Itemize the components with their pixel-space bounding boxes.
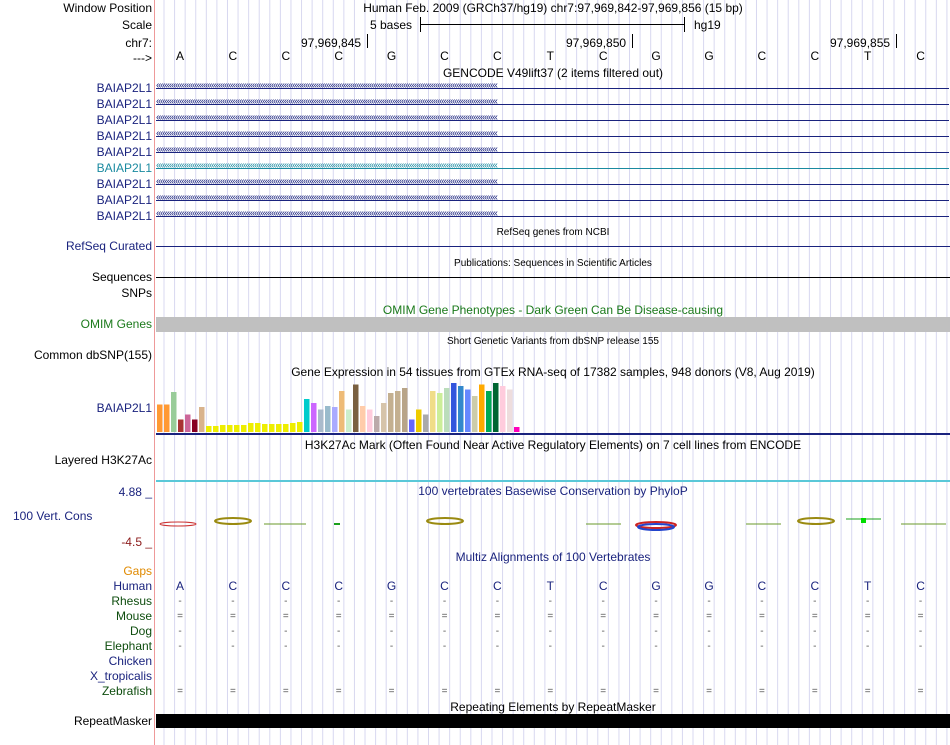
multiz-alignment-cell: - xyxy=(707,596,711,607)
gtex-tissue-bar[interactable] xyxy=(171,392,177,432)
base-letter: G xyxy=(386,49,397,63)
gencode-gene-label[interactable]: BAIAP2L1 xyxy=(96,193,152,207)
phylop-label[interactable]: 100 Vert. Cons xyxy=(13,509,93,523)
gtex-tissue-bar[interactable] xyxy=(248,423,254,432)
strand-arrow-icon: ‹‹‹‹‹‹‹‹‹‹‹‹‹‹‹‹‹‹‹‹‹‹‹‹‹‹‹‹‹‹‹‹‹‹‹‹‹‹‹‹‹‹‹‹‹‹‹‹‹‹‹‹‹‹‹‹‹‹‹‹‹‹‹‹‹‹‹‹‹‹‹‹‹‹‹‹‹‹‹‹‹‹‹‹‹‹‹‹‹‹‹‹‹‹‹‹‹‹‹‹‹‹‹‹‹‹‹‹‹‹‹‹‹‹‹‹‹‹‹‹‹‹‹‹‹‹‹‹‹‹‹‹‹‹‹‹‹‹‹‹‹‹‹‹‹‹‹‹‹‹‹‹‹‹‹‹‹‹‹‹ xyxy=(156,96,497,107)
scale-bar-left-tick xyxy=(420,17,421,32)
gencode-gene-track[interactable] xyxy=(156,128,949,139)
window-position-label: Window Position xyxy=(63,1,152,15)
multiz-alignment-cell: C xyxy=(334,579,344,593)
base-letter: G xyxy=(651,49,661,63)
publications-title: Publications: Sequences in Scientific Articles xyxy=(454,258,652,269)
publications-line xyxy=(156,277,950,278)
position-tick-mark-2 xyxy=(632,34,633,48)
gencode-gene-label[interactable]: BAIAP2L1 xyxy=(96,177,152,191)
base-letter: C xyxy=(493,49,502,63)
strand-arrow-icon: ‹‹‹‹‹‹‹‹‹‹‹‹‹‹‹‹‹‹‹‹‹‹‹‹‹‹‹‹‹‹‹‹‹‹‹‹‹‹‹‹‹‹‹‹‹‹‹‹‹‹‹‹‹‹‹‹‹‹‹‹‹‹‹‹‹‹‹‹‹‹‹‹‹‹‹‹‹‹‹‹‹‹‹‹‹‹‹‹‹‹‹‹‹‹‹‹‹‹‹‹‹‹‹‹‹‹‹‹‹‹‹‹‹‹‹‹‹‹‹‹‹‹‹‹‹‹‹‹‹‹‹‹‹‹‹‹‹‹‹‹‹‹‹‹‹‹‹‹‹‹‹‹‹‹‹‹‹‹‹‹ xyxy=(156,192,497,203)
gtex-tissue-bar[interactable] xyxy=(164,405,170,433)
strand-arrow-icon: ‹‹‹‹‹‹‹‹‹‹‹‹‹‹‹‹‹‹‹‹‹‹‹‹‹‹‹‹‹‹‹‹‹‹‹‹‹‹‹‹‹‹‹‹‹‹‹‹‹‹‹‹‹‹‹‹‹‹‹‹‹‹‹‹‹‹‹‹‹‹‹‹‹‹‹‹‹‹‹‹‹‹‹‹‹‹‹‹‹‹‹‹‹‹‹‹‹‹‹‹‹‹‹‹‹‹‹‹‹‹‹‹‹‹‹‹‹‹‹‹‹‹‹‹‹‹‹‹‹‹‹‹‹‹‹‹‹‹‹‹‹‹‹‹‹‹‹‹‹‹‹‹‹‹‹‹‹‹‹‹ xyxy=(156,80,497,91)
multiz-alignment-cell: - xyxy=(654,641,658,652)
snps-label[interactable]: SNPs xyxy=(121,286,152,300)
base-letter: C xyxy=(440,49,449,63)
gtex-tissue-bar[interactable] xyxy=(500,386,506,432)
gtex-tissue-bar[interactable] xyxy=(255,423,261,432)
multiz-alignment-cell: - xyxy=(231,641,235,652)
publications-label[interactable]: Sequences xyxy=(91,270,152,284)
multiz-alignment-cell: = xyxy=(758,611,765,622)
gtex-tissue-bar[interactable] xyxy=(283,424,289,432)
multiz-alignment-cell: - xyxy=(495,626,500,637)
gencode-gene-label[interactable]: BAIAP2L1 xyxy=(96,161,152,175)
multiz-alignment-cell: G xyxy=(651,579,661,593)
multiz-alignment-cell: - xyxy=(337,596,341,607)
gtex-tissue-bar[interactable] xyxy=(220,425,226,432)
multiz-species-label[interactable]: X_tropicalis xyxy=(89,669,152,683)
multiz-alignment-cell: - xyxy=(760,596,764,607)
multiz-alignment-cell: = xyxy=(177,611,183,622)
repeatmasker-label[interactable]: RepeatMasker xyxy=(73,714,152,728)
multiz-alignment-cell: - xyxy=(548,641,552,652)
multiz-alignment-cell: - xyxy=(442,596,447,607)
strand-arrow-icon: ‹‹‹‹‹‹‹‹‹‹‹‹‹‹‹‹‹‹‹‹‹‹‹‹‹‹‹‹‹‹‹‹‹‹‹‹‹‹‹‹‹‹‹‹‹‹‹‹‹‹‹‹‹‹‹‹‹‹‹‹‹‹‹‹‹‹‹‹‹‹‹‹‹‹‹‹‹‹‹‹‹‹‹‹‹‹‹‹‹‹‹‹‹‹‹‹‹‹‹‹‹‹‹‹‹‹‹‹‹‹‹‹‹‹‹‹‹‹‹‹‹‹‹‹‹‹‹‹‹‹‹‹‹‹‹‹‹‹‹‹‹‹‹‹‹‹‹‹‹‹‹‹‹‹‹‹‹‹‹‹ xyxy=(156,176,497,187)
strand-arrow-icon: ‹‹‹‹‹‹‹‹‹‹‹‹‹‹‹‹‹‹‹‹‹‹‹‹‹‹‹‹‹‹‹‹‹‹‹‹‹‹‹‹‹‹‹‹‹‹‹‹‹‹‹‹‹‹‹‹‹‹‹‹‹‹‹‹‹‹‹‹‹‹‹‹‹‹‹‹‹‹‹‹‹‹‹‹‹‹‹‹‹‹‹‹‹‹‹‹‹‹‹‹‹‹‹‹‹‹‹‹‹‹‹‹‹‹‹‹‹‹‹‹‹‹‹‹‹‹‹‹‹‹‹‹‹‹‹‹‹‹‹‹‹‹‹‹‹‹‹‹‹‹‹‹‹‹‹‹‹‹‹‹ xyxy=(156,160,497,171)
gencode-gene-track[interactable] xyxy=(156,192,949,203)
multiz-alignment-cell: - xyxy=(178,641,182,652)
gtex-tissue-bar[interactable] xyxy=(346,410,352,433)
multiz-alignment-cell: - xyxy=(918,641,923,652)
multiz-alignment-cell: G xyxy=(386,579,397,593)
base-letter: C xyxy=(281,49,291,63)
gtex-tissue-bar[interactable] xyxy=(185,415,191,433)
multiz-alignment-cell: = xyxy=(335,686,342,697)
h3k27ac-title: H3K27Ac Mark (Often Found Near Active Regulatory Elements) on 7 cell lines from ENCODE xyxy=(304,438,802,452)
multiz-alignment-cell: - xyxy=(813,626,817,637)
multiz-title: Multiz Alignments of 100 Vertebrates xyxy=(455,550,651,564)
multiz-alignment-cell: = xyxy=(229,611,236,622)
phylop-min: -4.5 _ xyxy=(121,535,152,549)
gtex-tissue-bar[interactable] xyxy=(325,406,331,432)
multiz-alignment-cell: = xyxy=(388,611,395,622)
multiz-alignment-cell: - xyxy=(442,641,447,652)
multiz-species-label[interactable]: Zebrafish xyxy=(101,684,152,698)
multiz-alignment-cell: - xyxy=(178,596,182,607)
gtex-tissue-bar[interactable] xyxy=(367,410,373,433)
gencode-gene-label[interactable]: BAIAP2L1 xyxy=(96,97,152,111)
multiz-alignment-cell: T xyxy=(546,579,554,593)
multiz-alignment-cell: C xyxy=(228,579,238,593)
multiz-alignment-cell: = xyxy=(811,611,818,622)
gtex-tissue-bar[interactable] xyxy=(458,386,464,432)
gtex-tissue-bar[interactable] xyxy=(479,385,485,433)
multiz-species-label[interactable]: Elephant xyxy=(104,639,152,653)
gtex-label[interactable]: BAIAP2L1 xyxy=(96,401,152,415)
gtex-tissue-bar[interactable] xyxy=(374,416,380,432)
gencode-gene-track[interactable] xyxy=(156,208,949,219)
omim-bar[interactable] xyxy=(156,317,950,332)
refseq-label[interactable]: RefSeq Curated xyxy=(65,239,152,253)
label-separator xyxy=(154,0,155,745)
multiz-alignment-cell: - xyxy=(918,596,923,607)
multiz-alignment-cell: - xyxy=(866,641,870,652)
multiz-alignment-cell: = xyxy=(917,611,924,622)
multiz-alignment-cell: = xyxy=(653,686,660,697)
position-tick-2: 97,969,850 xyxy=(566,36,627,50)
multiz-alignment-cell: - xyxy=(866,626,870,637)
multiz-alignment-cell: = xyxy=(494,686,501,697)
gtex-tissue-bar[interactable] xyxy=(318,410,324,433)
multiz-alignment-cell: T xyxy=(864,579,872,593)
base-letter: T xyxy=(864,49,872,63)
base-letter: C xyxy=(228,49,238,63)
gtex-title: Gene Expression in 54 tissues from GTEx RNA-seq of 17382 samples, 948 donors (V8, Aug 2019) xyxy=(291,365,815,379)
multiz-alignment-cell: - xyxy=(601,641,605,652)
base-letter: A xyxy=(175,49,184,63)
multiz-alignment-cell: - xyxy=(284,626,288,637)
multiz-alignment-cell: C xyxy=(810,579,820,593)
gencode-gene-track[interactable] xyxy=(156,176,949,187)
multiz-alignment-cell: - xyxy=(760,641,764,652)
gtex-tissue-bar[interactable] xyxy=(276,424,282,432)
chrom-label: chr7: xyxy=(125,36,152,50)
gtex-tissue-bar[interactable] xyxy=(395,391,401,432)
omim-title: OMIM Gene Phenotypes - Dark Green Can Be Disease-causing xyxy=(382,303,724,317)
base-letter: C xyxy=(598,49,608,63)
multiz-alignment-cell: - xyxy=(654,596,658,607)
scale-label: Scale xyxy=(121,18,152,32)
multiz-alignment-cell: C xyxy=(440,579,449,593)
multiz-species-label[interactable]: Dog xyxy=(129,624,152,638)
multiz-species-label[interactable]: Rhesus xyxy=(111,594,152,608)
gtex-tissue-bar[interactable] xyxy=(213,426,219,432)
base-letter: C xyxy=(334,49,344,63)
strand-arrow-icon: ‹‹‹‹‹‹‹‹‹‹‹‹‹‹‹‹‹‹‹‹‹‹‹‹‹‹‹‹‹‹‹‹‹‹‹‹‹‹‹‹‹‹‹‹‹‹‹‹‹‹‹‹‹‹‹‹‹‹‹‹‹‹‹‹‹‹‹‹‹‹‹‹‹‹‹‹‹‹‹‹‹‹‹‹‹‹‹‹‹‹‹‹‹‹‹‹‹‹‹‹‹‹‹‹‹‹‹‹‹‹‹‹‹‹‹‹‹‹‹‹‹‹‹‹‹‹‹‹‹‹‹‹‹‹‹‹‹‹‹‹‹‹‹‹‹‹‹‹‹‹‹‹‹‹‹‹‹‹‹‹ xyxy=(156,112,497,123)
multiz-alignment-cell: C xyxy=(916,579,925,593)
multiz-alignment-cell: - xyxy=(178,626,182,637)
repeatmasker-bar[interactable] xyxy=(156,714,950,728)
multiz-alignment-cell: - xyxy=(284,641,288,652)
position-tick-3: 97,969,855 xyxy=(830,36,891,50)
multiz-alignment-cell: - xyxy=(389,626,394,637)
multiz-alignment-cell: - xyxy=(548,596,552,607)
multiz-alignment-cell: - xyxy=(707,641,711,652)
gtex-tissue-bar[interactable] xyxy=(297,422,303,432)
gencode-gene-label[interactable]: BAIAP2L1 xyxy=(96,113,152,127)
gtex-tissue-bar[interactable] xyxy=(199,407,205,432)
multiz-alignment-cell: = xyxy=(758,686,765,697)
gtex-tissue-bar[interactable] xyxy=(290,423,296,432)
gtex-tissue-bar[interactable] xyxy=(269,424,275,432)
gtex-tissue-bar[interactable] xyxy=(416,410,422,433)
gtex-tissue-bar[interactable] xyxy=(332,407,338,432)
gtex-tissue-bar[interactable] xyxy=(451,383,457,432)
base-letter: T xyxy=(546,49,554,63)
multiz-alignment-cell: = xyxy=(282,611,289,622)
multiz-alignment-cell: = xyxy=(600,611,607,622)
multiz-alignment-cell: C xyxy=(493,579,502,593)
multiz-alignment-cell: A xyxy=(175,579,184,593)
multiz-alignment-cell: = xyxy=(282,686,289,697)
multiz-alignment-cell: - xyxy=(495,641,500,652)
multiz-alignment-cell: - xyxy=(654,626,658,637)
refseq-title: RefSeq genes from NCBI xyxy=(496,227,610,238)
gtex-tissue-bar[interactable] xyxy=(339,391,345,432)
multiz-alignment-cell: = xyxy=(917,686,924,697)
gtex-tissue-bar[interactable] xyxy=(311,403,317,432)
base-letter: G xyxy=(704,49,714,63)
gtex-tissue-bar[interactable] xyxy=(402,388,408,432)
multiz-alignment-cell: = xyxy=(494,611,501,622)
multiz-alignment-cell: - xyxy=(389,641,394,652)
strand-arrow-icon: ‹‹‹‹‹‹‹‹‹‹‹‹‹‹‹‹‹‹‹‹‹‹‹‹‹‹‹‹‹‹‹‹‹‹‹‹‹‹‹‹‹‹‹‹‹‹‹‹‹‹‹‹‹‹‹‹‹‹‹‹‹‹‹‹‹‹‹‹‹‹‹‹‹‹‹‹‹‹‹‹‹‹‹‹‹‹‹‹‹‹‹‹‹‹‹‹‹‹‹‹‹‹‹‹‹‹‹‹‹‹‹‹‹‹‹‹‹‹‹‹‹‹‹‹‹‹‹‹‹‹‹‹‹‹‹‹‹‹‹‹‹‹‹‹‹‹‹‹‹‹‹‹‹‹‹‹‹‹‹‹ xyxy=(156,144,497,155)
gtex-bar-chart[interactable] xyxy=(156,380,950,436)
multiz-alignment-cell: C xyxy=(281,579,291,593)
strand-arrow-icon: ‹‹‹‹‹‹‹‹‹‹‹‹‹‹‹‹‹‹‹‹‹‹‹‹‹‹‹‹‹‹‹‹‹‹‹‹‹‹‹‹‹‹‹‹‹‹‹‹‹‹‹‹‹‹‹‹‹‹‹‹‹‹‹‹‹‹‹‹‹‹‹‹‹‹‹‹‹‹‹‹‹‹‹‹‹‹‹‹‹‹‹‹‹‹‹‹‹‹‹‹‹‹‹‹‹‹‹‹‹‹‹‹‹‹‹‹‹‹‹‹‹‹‹‹‹‹‹‹‹‹‹‹‹‹‹‹‹‹‹‹‹‹‹‹‹‹‹‹‹‹‹‹‹‹‹‹‹‹‹‹ xyxy=(156,208,497,219)
gencode-gene-label[interactable]: BAIAP2L1 xyxy=(96,129,152,143)
multiz-alignment-cell: = xyxy=(600,686,607,697)
multiz-alignment-cell: C xyxy=(598,579,608,593)
gencode-gene-track[interactable] xyxy=(156,80,949,91)
gtex-tissue-bar[interactable] xyxy=(444,388,450,432)
multiz-alignment-cell: = xyxy=(547,611,554,622)
refseq-line xyxy=(156,246,950,247)
multiz-alignment-cell: = xyxy=(864,611,871,622)
multiz-alignment-cell: = xyxy=(441,611,448,622)
multiz-species-label[interactable]: Mouse xyxy=(115,609,152,623)
multiz-alignment-cell: C xyxy=(757,579,767,593)
position-tick-mark-1 xyxy=(367,34,368,48)
multiz-alignment-cell: - xyxy=(231,626,235,637)
phylop-signal[interactable] xyxy=(156,512,950,534)
multiz-alignment-cell: - xyxy=(337,626,341,637)
multiz-alignment-cell: - xyxy=(760,626,764,637)
gencode-gene-label[interactable]: BAIAP2L1 xyxy=(96,145,152,159)
multiz-alignment-cell: - xyxy=(337,641,341,652)
multiz-alignment-cell: = xyxy=(706,611,712,622)
gtex-tissue-bar[interactable] xyxy=(353,385,359,433)
multiz-alignment-cell: - xyxy=(813,596,817,607)
multiz-alignment-cell: - xyxy=(231,596,235,607)
gtex-tissue-bar[interactable] xyxy=(507,390,513,433)
gencode-title[interactable]: GENCODE V49lift37 (2 items filtered out) xyxy=(442,66,664,80)
multiz-alignment-cell: = xyxy=(441,686,448,697)
gtex-tissue-bar[interactable] xyxy=(178,420,184,433)
multiz-alignment-cell: - xyxy=(284,596,288,607)
gtex-tissue-bar[interactable] xyxy=(360,406,366,432)
multiz-species-label[interactable]: Chicken xyxy=(108,654,152,668)
multiz-alignment-cell: = xyxy=(864,686,871,697)
window-position-value[interactable]: Human Feb. 2009 (GRCh37/hg19) chr7:97,969,842-97,969,856 (15 bp) xyxy=(363,1,743,15)
phylop-title: 100 vertebrates Basewise Conservation by PhyloP xyxy=(418,484,688,498)
scale-value: 5 bases xyxy=(370,18,413,32)
dbsnp-title: Short Genetic Variants from dbSNP release 155 xyxy=(447,336,659,347)
h3k27ac-signal-line xyxy=(156,480,950,482)
scale-bar-right-tick xyxy=(684,17,685,32)
multiz-alignment-cell: = xyxy=(706,686,712,697)
strand-label: ---> xyxy=(133,51,152,65)
multiz-alignment-cell: - xyxy=(866,596,870,607)
multiz-alignment-cell: - xyxy=(918,626,923,637)
multiz-alignment-cell: = xyxy=(811,686,818,697)
omim-label[interactable]: OMIM Genes xyxy=(80,317,152,331)
gtex-tissue-bar[interactable] xyxy=(192,420,198,433)
gtex-tissue-bar[interactable] xyxy=(227,425,233,432)
gtex-tissue-bar[interactable] xyxy=(493,383,499,432)
gtex-tissue-bar[interactable] xyxy=(262,424,268,432)
multiz-alignment-cell: = xyxy=(229,686,236,697)
gtex-tissue-bar[interactable] xyxy=(241,425,247,432)
position-tick-mark-3 xyxy=(896,34,897,48)
gtex-tissue-bar[interactable] xyxy=(430,391,436,432)
gtex-tissue-bar[interactable] xyxy=(381,403,387,432)
gtex-tissue-bar[interactable] xyxy=(472,396,478,432)
multiz-alignment-cell: - xyxy=(442,626,447,637)
gtex-tissue-bar[interactable] xyxy=(206,426,212,432)
gtex-tissue-bar[interactable] xyxy=(465,390,471,433)
multiz-alignment-cell: = xyxy=(547,686,554,697)
multiz-alignment-cell: - xyxy=(495,596,500,607)
gencode-gene-track[interactable] xyxy=(156,96,949,107)
scale-db: hg19 xyxy=(694,18,721,32)
base-letter: C xyxy=(810,49,820,63)
multiz-alignment-cell: = xyxy=(177,686,183,697)
multiz-alignment-cell: G xyxy=(704,579,714,593)
multiz-alignment-cell: = xyxy=(653,611,660,622)
multiz-alignment-cell: - xyxy=(389,596,394,607)
multiz-alignment-cell: - xyxy=(601,596,605,607)
gencode-gene-track[interactable] xyxy=(156,160,949,171)
dbsnp-label[interactable]: Common dbSNP(155) xyxy=(33,348,152,362)
gencode-gene-track[interactable] xyxy=(156,112,949,123)
gtex-tissue-bar[interactable] xyxy=(437,393,443,432)
gtex-tissue-bar[interactable] xyxy=(304,399,310,432)
position-tick-1: 97,969,845 xyxy=(301,36,362,50)
gtex-tissue-bar[interactable] xyxy=(486,391,492,432)
multiz-alignment-cell: - xyxy=(813,641,817,652)
multiz-species-label[interactable]: Human xyxy=(113,579,152,593)
gtex-tissue-bar[interactable] xyxy=(409,420,415,433)
repeatmasker-title: Repeating Elements by RepeatMasker xyxy=(450,700,656,714)
gtex-tissue-bar[interactable] xyxy=(234,425,240,432)
scale-bar xyxy=(420,24,685,25)
multiz-alignment-cell: - xyxy=(601,626,605,637)
multiz-alignment-cell: - xyxy=(548,626,552,637)
h3k27ac-label[interactable]: Layered H3K27Ac xyxy=(54,453,152,467)
gencode-gene-label[interactable]: BAIAP2L1 xyxy=(96,81,152,95)
multiz-alignment-cell: = xyxy=(388,686,395,697)
base-letter: C xyxy=(757,49,767,63)
gtex-tissue-bar[interactable] xyxy=(388,393,394,432)
strand-arrow-icon: ‹‹‹‹‹‹‹‹‹‹‹‹‹‹‹‹‹‹‹‹‹‹‹‹‹‹‹‹‹‹‹‹‹‹‹‹‹‹‹‹‹‹‹‹‹‹‹‹‹‹‹‹‹‹‹‹‹‹‹‹‹‹‹‹‹‹‹‹‹‹‹‹‹‹‹‹‹‹‹‹‹‹‹‹‹‹‹‹‹‹‹‹‹‹‹‹‹‹‹‹‹‹‹‹‹‹‹‹‹‹‹‹‹‹‹‹‹‹‹‹‹‹‹‹‹‹‹‹‹‹‹‹‹‹‹‹‹‹‹‹‹‹‹‹‹‹‹‹‹‹‹‹‹‹‹‹‹‹‹‹ xyxy=(156,128,497,139)
phylop-max: 4.88 _ xyxy=(118,485,152,499)
gencode-gene-track[interactable] xyxy=(156,144,949,155)
gtex-tissue-bar[interactable] xyxy=(514,427,520,432)
multiz-gaps-label[interactable]: Gaps xyxy=(123,564,152,578)
multiz-alignment-cell: - xyxy=(707,626,711,637)
gtex-tissue-bar[interactable] xyxy=(423,415,429,433)
gencode-gene-label[interactable]: BAIAP2L1 xyxy=(96,209,152,223)
multiz-alignment-cell: = xyxy=(335,611,342,622)
base-letter: C xyxy=(916,49,925,63)
gtex-tissue-bar[interactable] xyxy=(157,405,163,433)
